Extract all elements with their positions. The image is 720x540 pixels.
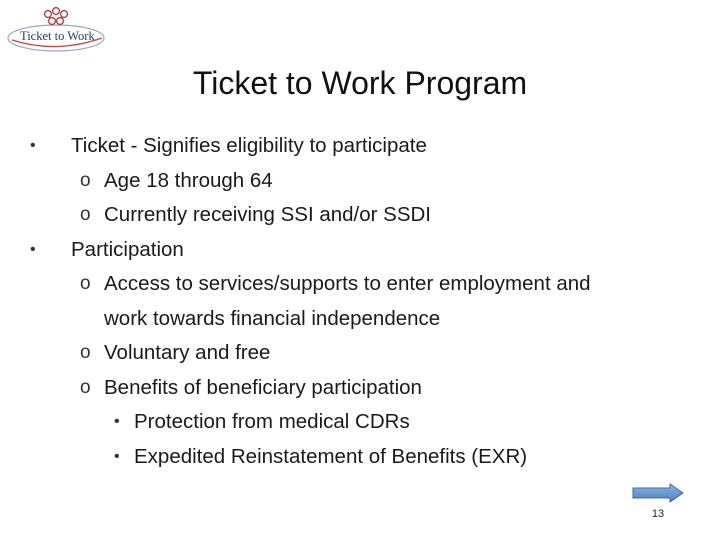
sub-bullet-marker: o bbox=[80, 204, 91, 225]
bullet-participation bbox=[0, 233, 720, 268]
sub-bullet-marker: o bbox=[80, 376, 91, 398]
ticket-to-work-logo bbox=[6, 4, 108, 52]
sub-bullet-marker: o bbox=[80, 273, 91, 294]
sub-sub-bullet-text: Protection from medical CDRs bbox=[134, 410, 410, 433]
sub-bullet-marker: o bbox=[80, 342, 91, 363]
sub-bullet-text: Access to services/supports to enter employment and bbox=[104, 272, 591, 295]
sub-bullet-benefits bbox=[0, 371, 720, 406]
sub-sub-bullet-marker: • bbox=[114, 447, 120, 465]
next-slide-button[interactable] bbox=[632, 483, 684, 503]
sub-bullet-text: Currently receiving SSI and/or SSDI bbox=[104, 203, 431, 226]
sub-bullet-receiving bbox=[0, 198, 720, 233]
sub-bullet-age bbox=[0, 164, 720, 199]
bullet-ticket bbox=[0, 129, 720, 164]
sub-sub-bullet-text: Expedited Reinstatement of Benefits (EXR) bbox=[134, 444, 528, 468]
bullet-marker: • bbox=[30, 240, 36, 258]
sub-bullet-voluntary bbox=[0, 336, 720, 371]
sub-bullet-access-continued bbox=[0, 302, 720, 337]
sub-sub-bullet-marker: • bbox=[114, 413, 120, 430]
sub-bullet-text-continued: work towards financial independence bbox=[104, 306, 441, 330]
bullet-text: Ticket - Signifies eligibility to participate bbox=[71, 134, 427, 157]
sub-bullet-marker: o bbox=[80, 169, 91, 191]
sub-sub-bullet-protection bbox=[0, 405, 720, 440]
sub-bullet-access bbox=[0, 267, 720, 302]
slide-content bbox=[0, 129, 720, 474]
sub-bullet-text: Voluntary and free bbox=[104, 341, 271, 364]
next-arrow-icon[interactable] bbox=[632, 483, 684, 503]
bullet-text: Participation bbox=[71, 237, 184, 261]
ticket-to-work-logo-icon bbox=[6, 4, 108, 52]
logo-text: Ticket to Work bbox=[20, 29, 95, 43]
sub-bullet-text: Benefits of beneficiary participation bbox=[104, 375, 422, 399]
sub-bullet-text: Age 18 through 64 bbox=[104, 168, 273, 192]
sub-sub-bullet-expedited bbox=[0, 440, 720, 475]
slide-title: Ticket to Work Program bbox=[192, 65, 528, 101]
page-number: 13 bbox=[651, 508, 665, 520]
bullet-marker: • bbox=[30, 137, 36, 154]
